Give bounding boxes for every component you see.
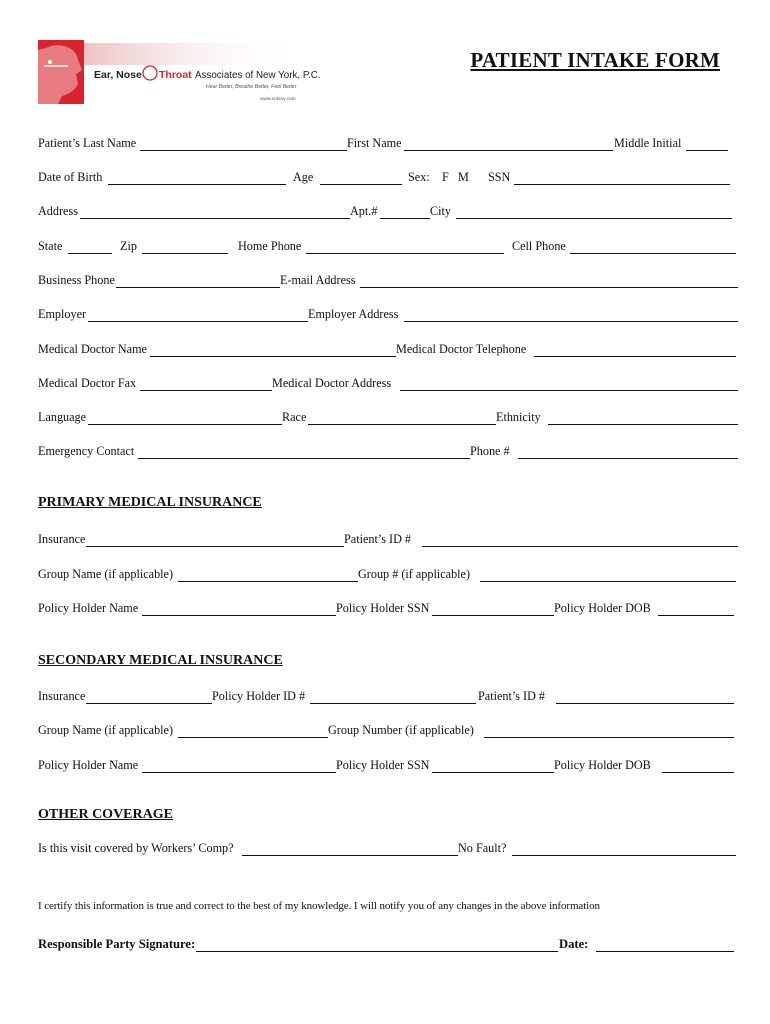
middle-initial-field[interactable]: [686, 150, 728, 151]
business-phone-label: Business Phone: [38, 273, 115, 287]
logo-name-part3: Associates of New York, P.C.: [195, 70, 321, 81]
primary-insurance-field[interactable]: [86, 546, 344, 547]
signature-field[interactable]: [196, 951, 558, 952]
age-label: Age: [293, 170, 314, 184]
row-contact: [38, 238, 738, 256]
row-address: [38, 203, 738, 221]
ssn-label: SSN: [488, 170, 511, 184]
workers-comp-label: Is this visit covered by Workers’ Comp?: [38, 841, 234, 855]
row-emergency: [38, 443, 738, 461]
employer-label: Employer: [38, 307, 87, 321]
employer-address-field[interactable]: [404, 321, 738, 322]
doctor-name-field[interactable]: [150, 356, 396, 357]
primary-group-no-field[interactable]: [480, 581, 736, 582]
ethnicity-label: Ethnicity: [496, 410, 541, 424]
doctor-fax-field[interactable]: [140, 390, 272, 391]
primary-group-name-field[interactable]: [178, 581, 358, 582]
secondary-holder-name-label: Policy Holder Name: [38, 758, 139, 772]
email-field[interactable]: [360, 287, 738, 288]
race-field[interactable]: [308, 424, 496, 425]
business-phone-field[interactable]: [116, 287, 280, 288]
last-name-field[interactable]: [140, 150, 347, 151]
doctor-name-label: Medical Doctor Name: [38, 342, 147, 356]
no-fault-label: No Fault?: [458, 841, 507, 855]
middle-initial-label: Middle Initial: [614, 136, 682, 150]
sex-option-m[interactable]: M: [458, 170, 469, 184]
primary-holder-name-field[interactable]: [142, 615, 336, 616]
last-name-label: Patient’s Last Name: [38, 136, 137, 150]
primary-holder-ssn-field[interactable]: [432, 615, 554, 616]
doctor-address-field[interactable]: [400, 390, 738, 391]
row-dob: [38, 169, 738, 187]
home-phone-field[interactable]: [306, 253, 504, 254]
secondary-holder-id-field[interactable]: [310, 703, 476, 704]
logo-name-part2: Throat: [159, 69, 192, 81]
doctor-address-label: Medical Doctor Address: [272, 376, 392, 390]
no-fault-field[interactable]: [512, 855, 736, 856]
primary-patient-id-label: Patient’s ID #: [344, 532, 412, 546]
zip-field[interactable]: [142, 253, 228, 254]
practice-logo: [38, 40, 321, 106]
doctor-fax-label: Medical Doctor Fax: [38, 376, 137, 390]
doctor-phone-field[interactable]: [534, 356, 736, 357]
dob-field[interactable]: [108, 184, 286, 185]
row-doctor: [38, 341, 738, 359]
form-title: PATIENT INTAKE FORM: [470, 48, 720, 72]
secondary-insurance-field[interactable]: [86, 703, 212, 704]
workers-comp-field[interactable]: [242, 855, 458, 856]
race-label: Race: [282, 410, 307, 424]
secondary-group-no-field[interactable]: [484, 737, 734, 738]
secondary-holder-ssn-label: Policy Holder SSN: [336, 758, 430, 772]
secondary-patient-id-field[interactable]: [556, 703, 734, 704]
apt-label: Apt.#: [350, 204, 378, 218]
email-label: E-mail Address: [280, 273, 356, 287]
secondary-holder-dob-label: Policy Holder DOB: [554, 758, 651, 772]
primary-holder-dob-label: Policy Holder DOB: [554, 601, 651, 615]
date-label: Date:: [559, 937, 589, 951]
row-employer: [38, 306, 738, 324]
state-label: State: [38, 239, 63, 253]
primary-group-no-label: Group # (if applicable): [358, 567, 471, 581]
row-secondary-group: [38, 722, 738, 740]
secondary-holder-id-label: Policy Holder ID #: [212, 689, 306, 703]
row-secondary-insurance: [38, 688, 738, 706]
ethnicity-field[interactable]: [548, 424, 738, 425]
doctor-phone-label: Medical Doctor Telephone: [396, 342, 527, 356]
secondary-holder-name-field[interactable]: [142, 772, 336, 773]
other-coverage-heading: OTHER COVERAGE: [38, 807, 173, 822]
primary-patient-id-field[interactable]: [422, 546, 738, 547]
sex-option-f[interactable]: F: [442, 170, 449, 184]
primary-holder-name-label: Policy Holder Name: [38, 601, 139, 615]
apt-field[interactable]: [380, 218, 430, 219]
primary-holder-dob-field[interactable]: [658, 615, 734, 616]
primary-holder-ssn-label: Policy Holder SSN: [336, 601, 430, 615]
cell-phone-field[interactable]: [570, 253, 736, 254]
secondary-patient-id-label: Patient’s ID #: [478, 689, 546, 703]
dob-label: Date of Birth: [38, 170, 103, 184]
state-field[interactable]: [68, 253, 112, 254]
city-label: City: [430, 204, 451, 218]
emergency-contact-field[interactable]: [138, 458, 470, 459]
secondary-holder-ssn-field[interactable]: [432, 772, 554, 773]
date-field[interactable]: [596, 951, 734, 952]
language-label: Language: [38, 410, 87, 424]
row-demographics: [38, 409, 738, 427]
sex-label: Sex:: [408, 170, 430, 184]
row-other-coverage: [38, 840, 738, 858]
row-primary-insurance: [38, 531, 738, 549]
logo-name-part1: Ear, Nose: [94, 69, 142, 81]
secondary-group-name-field[interactable]: [178, 737, 328, 738]
address-label: Address: [38, 204, 78, 218]
secondary-holder-dob-field[interactable]: [662, 772, 734, 773]
first-name-field[interactable]: [404, 150, 613, 151]
primary-group-name-label: Group Name (if applicable): [38, 567, 174, 581]
age-field[interactable]: [320, 184, 402, 185]
row-name: [38, 135, 738, 153]
logo-tagline: Hear Better, Breathe Better, Feel Better: [206, 84, 297, 90]
language-field[interactable]: [88, 424, 282, 425]
signature-label: Responsible Party Signature:: [38, 937, 196, 951]
primary-insurance-label: Insurance: [38, 532, 86, 546]
logo-mark-icon: [143, 66, 157, 80]
address-field[interactable]: [80, 218, 350, 219]
secondary-insurance-label: Insurance: [38, 689, 86, 703]
signature-row: [38, 936, 738, 956]
cell-phone-label: Cell Phone: [512, 239, 566, 253]
primary-insurance-heading: PRIMARY MEDICAL INSURANCE: [38, 495, 262, 510]
row-business: [38, 272, 738, 290]
home-phone-label: Home Phone: [238, 239, 302, 253]
employer-address-label: Employer Address: [308, 307, 399, 321]
emergency-contact-label: Emergency Contact: [38, 444, 135, 458]
emergency-phone-field[interactable]: [518, 458, 738, 459]
secondary-group-no-label: Group Number (if applicable): [328, 723, 474, 737]
zip-label: Zip: [120, 239, 137, 253]
city-field[interactable]: [456, 218, 732, 219]
row-doctor-fax: [38, 375, 738, 393]
logo-website: www.entsny.com: [260, 97, 296, 102]
employer-field[interactable]: [88, 321, 308, 322]
first-name-label: First Name: [347, 136, 402, 150]
row-primary-holder: [38, 600, 738, 618]
secondary-insurance-heading: SECONDARY MEDICAL INSURANCE: [38, 653, 283, 668]
ssn-field[interactable]: [514, 184, 730, 185]
row-primary-group: [38, 566, 738, 584]
phone-label: Phone #: [470, 444, 510, 458]
row-secondary-holder: [38, 757, 738, 775]
certification-text: I certify this information is true and correct to the best of my knowledge. I will notify you of any changes in the above information: [38, 900, 600, 912]
secondary-group-name-label: Group Name (if applicable): [38, 723, 174, 737]
